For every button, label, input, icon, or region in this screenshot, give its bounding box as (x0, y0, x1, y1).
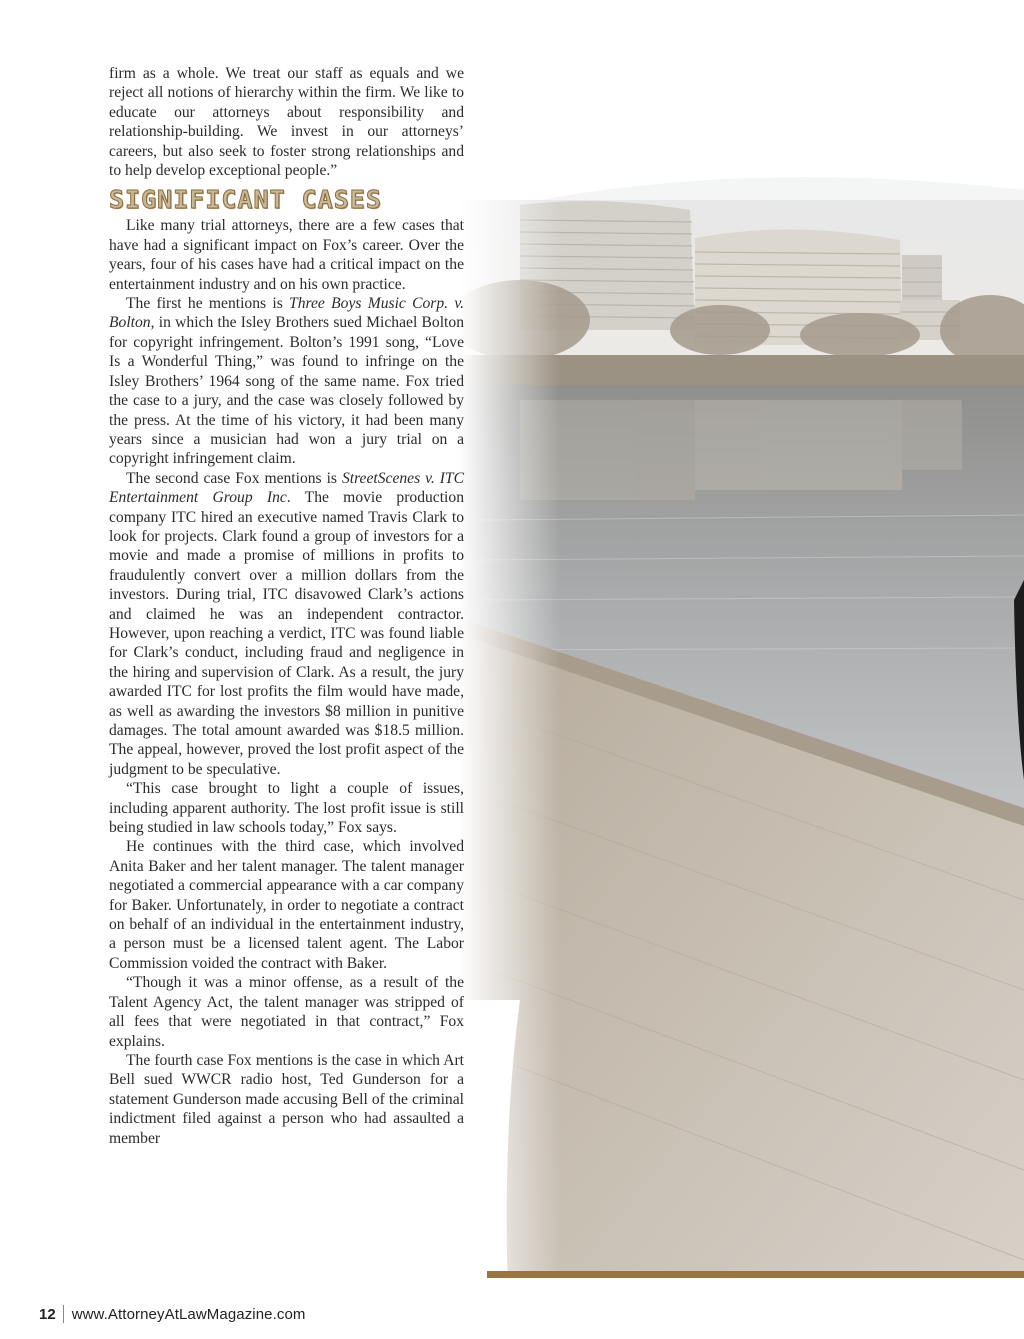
accent-rule (487, 1271, 1024, 1278)
paragraph-text: . The movie production company ITC hired an executive named Travis Clark to look for projects. Clark found a group of investors for a movie and made a promise of millions in profits to fraudulently convert over a million dollars from the investors. During trial, ITC disavowed Clark’s actions and claimed he was an independent contractor. However, upon reaching a verdict, ITC was found liable for Clark’s conduct, including fraud and negligence in the hiring and supervision of Clark. As a result, the jury awarded ITC for lost profits the film would have made, as well as awarding the investors $8 million in punitive damages. The total amount awarded was $18.5 million. The appeal, however, proved the lost profit aspect of the judgment to be speculative. (109, 489, 464, 778)
footer-divider (63, 1305, 64, 1323)
paragraph-text: , in which the Isley Brothers sued Michael Bolton for copyright infringement. Bolton’s 1991 song, “Love Is a Wonderful Thing,” was found to infringe on the Isley Brothers’ 1964 song of the same name. Fox tried the case to a jury, and the case was closely followed by the press. At the time of his victory, it had been many years since a musician had won a jury trial on a copyright infringement claim. (109, 314, 464, 468)
case-name: StreetScenes v. ITC Entertainment Group Inc (109, 469, 464, 507)
paragraph-anita-baker-case: He continues with the third case, which involved Anita Baker and her talent manager. The talent manager negotiated a commercial appearance with a car company for Baker. Unfortunately, in order to negotiate a contract on behalf of an individual in the entertainment industry, a person must be a licensed talent agent. The Labor Commission voided the contract with Baker. (109, 838, 464, 972)
page-number: 12 (39, 1305, 56, 1323)
intro-paragraph: firm as a whole. We treat our staff as equals and we reject all notions of hierarchy within the firm. We like to educate our attorneys about responsibility and relationship-building. We invest in our attorneys’ careers, but also seek to foster strong relationships and to help develop exceptional people.” (109, 65, 464, 180)
paragraph-streetscenes-case (109, 469, 464, 780)
paragraph-text: The first he mentions is (126, 295, 290, 313)
paragraph-text: The second case Fox mentions is (126, 469, 342, 487)
site-url: www.AttorneyAtLawMagazine.com (71, 1305, 306, 1323)
section-heading: SIGNIFICANT CASES (109, 185, 382, 215)
paragraph-career-impact: Like many trial attorneys, there are a few cases that have had a significant impact on Fox’s career. Over the years, four of his cases have had a critical impact on the entertainment industry and on his own practice. (109, 217, 464, 293)
quote-talent-agency-act: “Though it was a minor offense, as a result of the Talent Agency Act, the talent manager was stripped of all fees that were negotiated in that contract,” Fox explains. (109, 974, 464, 1050)
page-footer (39, 1303, 306, 1325)
paragraph-art-bell-case: The fourth case Fox mentions is the case in which Art Bell sued WWCR radio host, Ted Gunderson for a statement Gunderson made accusing Bell of the criminal indictment filed against a person who had assaulted a member (109, 1051, 464, 1147)
case-name: Three Boys Music Corp. v. Bolton (109, 295, 464, 332)
water-reflection (520, 400, 962, 500)
article-column (109, 64, 464, 1148)
quote-apparent-authority: “This case brought to light a couple of issues, including apparent authority. The lost profit issue is still being studied in law schools today,” Fox says. (109, 780, 464, 837)
paragraph-bolton-case (109, 294, 464, 469)
